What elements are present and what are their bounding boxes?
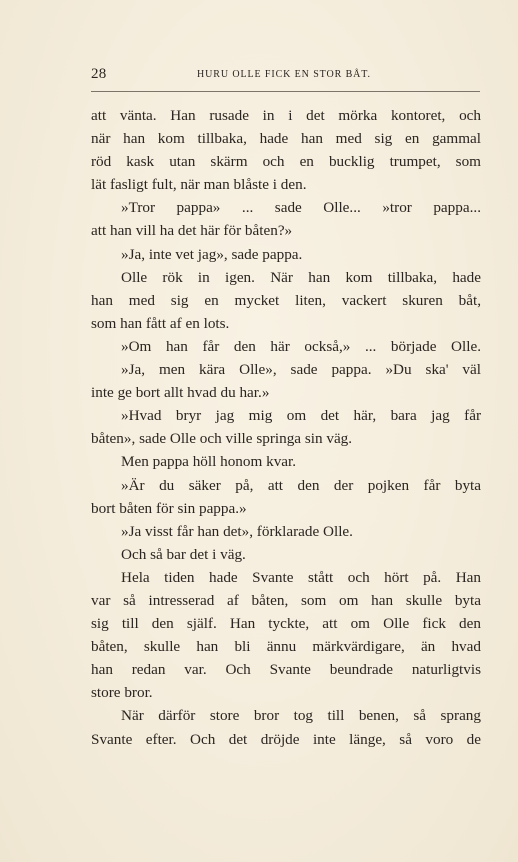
text-line: »Ja visst får han det», förklarade Olle. [121,522,353,540]
text-line: att vänta. Han rusade in i det mörka kontoret, och [91,107,481,124]
text-line: Men pappa höll honom kvar. [121,453,297,471]
text-line: var så intresserad af båten, som om han skulle byta [91,591,481,609]
body-text [91,104,481,751]
text-line: bort båten för sin pappa.» [91,499,247,517]
text-line: som han fått af en lots. [91,314,230,332]
text-line: »Ja, men kära Olle», sade pappa. »Du ska' väl [121,361,481,379]
text-line: han redan var. Och Svante beundrade naturligtvis [91,661,481,679]
text-line: när han kom tillbaka, hade han med sig en gammal [91,130,481,148]
text-line: Olle rök in igen. När han kom tillbaka, hade [121,268,481,286]
text-line: röd kask utan skärm och en bucklig trumpet, som [91,153,481,171]
text-line: »Om han får den här också,» ... började Olle. [121,337,481,355]
text-line: Svante efter. Och det dröjde inte länge, så voro de [91,730,481,748]
text-line: lät fasligt fult, när man blåste i den. [91,176,307,194]
text-line: sig till den själf. Han tyckte, att om Olle fick den [91,615,481,633]
text-line: »Är du säker på, att den der pojken får byta [121,476,481,494]
header-rule [91,91,480,92]
text-line: han med sig en mycket liten, vackert skuren båt, [91,291,481,309]
text-line: båten», sade Olle och ville springa sin väg. [91,430,353,448]
text-line: »Ja, inte vet jag», sade pappa. [121,245,303,263]
text-line: båten, skulle han bli ännu märkvärdigare, än hvad [91,638,481,656]
text-line: inte ge bort allt hvad du har.» [91,384,270,402]
text-line: »Tror pappa» ... sade Olle... »tror pappa... [121,199,481,217]
text-line: »Hvad bryr jag mig om det här, bara jag får [121,407,481,425]
running-head: HURU OLLE FICK EN STOR BÅT. [197,69,371,80]
text-line: att han vill ha det här för båten?» [91,222,293,240]
text-line: Och så bar det i väg. [121,545,246,563]
text-line: store bror. [91,684,153,702]
page-number: 28 [91,66,107,82]
text-line: Hela tiden hade Svante stått och hört på. Han [121,568,481,586]
page-header [91,66,481,90]
text-line: När därför store bror tog till benen, så sprang [121,707,481,725]
